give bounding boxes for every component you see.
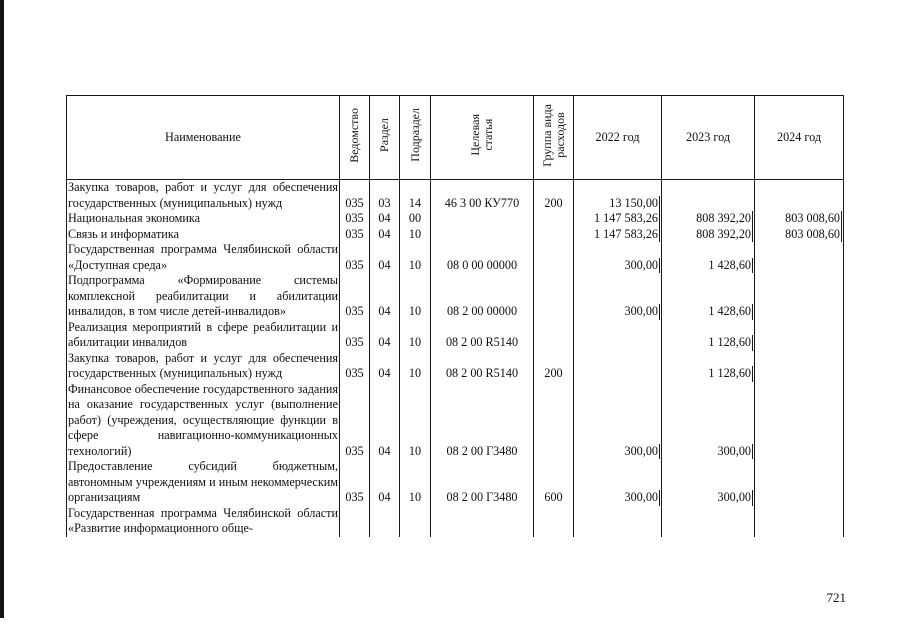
header-2023: 2023 год	[662, 96, 755, 180]
cell-target: 08 2 00 Г3480	[431, 459, 534, 506]
cell-2024	[755, 382, 844, 460]
cell-2022	[574, 459, 662, 506]
cell-dept: 035	[340, 320, 370, 351]
cell-target	[431, 506, 534, 537]
cell-2023	[662, 211, 755, 227]
cell-2023	[662, 506, 755, 537]
cell-subsection: 00	[400, 211, 431, 227]
amount-value: 808 392,20	[696, 226, 751, 241]
cell-2024	[755, 320, 844, 351]
cell-section: 03	[370, 180, 400, 212]
page-number: 721	[826, 590, 846, 605]
table-row	[67, 211, 844, 227]
table-header-row	[67, 96, 844, 180]
cell-name: Государственная программа Челябинской области «Развитие информационного обще-	[68, 505, 338, 535]
table-row	[67, 242, 844, 273]
cell-name: Финансовое обеспечение государственного задания на оказание государственных услуг (выполнение работ) (учреждения, осуществляющие функции в сфере навигационно-коммуникационных технологий)	[68, 381, 338, 458]
header-target: Целевая статья	[431, 96, 534, 180]
cell-subsection: 10	[400, 351, 431, 382]
cell-group	[534, 242, 574, 273]
cell-name: Национальная экономика	[67, 211, 340, 227]
cell-dept: 035	[340, 459, 370, 506]
cell-2022	[574, 382, 662, 460]
amount-value: 13 150,00	[609, 195, 658, 210]
cell-name: Государственная программа Челябинской области «Доступная среда»	[68, 242, 338, 272]
cell-2024	[755, 242, 844, 273]
amount-value: 1 428,60	[708, 257, 751, 272]
cell-group	[534, 320, 574, 351]
cell-2023	[662, 320, 755, 351]
amount-value: 300,00	[624, 443, 658, 458]
cell-name: Подпрограмма «Формирование системы комплексной реабилитации и абилитации инвалидов, в том числе детей-инвалидов»	[68, 273, 338, 318]
table-row	[67, 506, 844, 537]
cell-group	[534, 273, 574, 320]
cell-target: 08 2 00 00000	[431, 273, 534, 320]
cell-2022	[574, 180, 662, 212]
cell-group: 200	[534, 180, 574, 212]
table-row	[67, 382, 844, 460]
cell-section: 04	[370, 211, 400, 227]
cell-2023	[662, 180, 755, 212]
cell-group	[534, 227, 574, 243]
amount-value: 808 392,20	[696, 211, 751, 225]
amount-value: 300,00	[624, 257, 658, 272]
cell-2023	[662, 242, 755, 273]
cell-2023	[662, 351, 755, 382]
amount-value: 1 147 583,26	[594, 226, 658, 241]
cell-group: 600	[534, 459, 574, 506]
cell-name: Предоставление субсидий бюджетным, автономным учреждениям и иным некоммерческим организациям	[68, 459, 338, 504]
amount-value: 1 128,60	[708, 335, 751, 349]
cell-subsection: 14	[400, 180, 431, 212]
cell-target: 08 2 00 R5140	[431, 351, 534, 382]
cell-2022	[574, 211, 662, 227]
cell-dept: 035	[340, 351, 370, 382]
cell-group	[534, 382, 574, 460]
cell-target: 46 3 00 КУ770	[431, 180, 534, 212]
cell-section: 04	[370, 351, 400, 382]
cell-2022	[574, 351, 662, 382]
amount-value: 300,00	[717, 490, 751, 504]
cell-2022	[574, 227, 662, 243]
cell-2024	[755, 506, 844, 537]
cell-2024	[755, 459, 844, 506]
cell-subsection	[400, 506, 431, 537]
cell-subsection: 10	[400, 227, 431, 243]
cell-target: 08 2 00 Г3480	[431, 382, 534, 460]
cell-2023	[662, 273, 755, 320]
cell-2024	[755, 273, 844, 320]
budget-table	[66, 95, 844, 537]
cell-group: 200	[534, 351, 574, 382]
header-dept: Ведомство	[340, 96, 370, 180]
cell-2022	[574, 273, 662, 320]
cell-dept: 035	[340, 382, 370, 460]
cell-2024	[755, 227, 844, 243]
table-row	[67, 459, 844, 506]
header-2024: 2024 год	[755, 96, 844, 180]
cell-2023	[662, 459, 755, 506]
table-row	[67, 227, 844, 243]
cell-subsection: 10	[400, 273, 431, 320]
amount-value: 1 428,60	[708, 304, 751, 318]
cell-dept	[340, 506, 370, 537]
cell-dept: 035	[340, 227, 370, 243]
cell-2022	[574, 506, 662, 537]
header-section: Раздел	[370, 96, 400, 180]
cell-target: 08 2 00 R5140	[431, 320, 534, 351]
cell-target	[431, 211, 534, 227]
cell-section: 04	[370, 320, 400, 351]
cell-section: 04	[370, 382, 400, 460]
table-row	[67, 180, 844, 212]
page-edge-line	[0, 0, 4, 618]
cell-subsection: 10	[400, 459, 431, 506]
header-name: Наименование	[67, 96, 340, 180]
cell-2023	[662, 382, 755, 460]
cell-section: 04	[370, 227, 400, 243]
cell-section: 04	[370, 273, 400, 320]
amount-value: 1 147 583,26	[594, 211, 658, 225]
header-2022: 2022 год	[574, 96, 662, 180]
cell-dept: 035	[340, 211, 370, 227]
cell-subsection: 10	[400, 382, 431, 460]
cell-2024	[755, 351, 844, 382]
cell-group	[534, 211, 574, 227]
table-row	[67, 351, 844, 382]
cell-name: Связь и информатика	[67, 227, 340, 243]
cell-2024	[755, 180, 844, 212]
amount-value: 803 008,60	[785, 226, 840, 241]
amount-value: 300,00	[624, 304, 658, 318]
cell-dept: 035	[340, 180, 370, 212]
cell-section: 04	[370, 459, 400, 506]
header-group: Группа вида расходов	[534, 96, 574, 180]
cell-name: Закупка товаров, работ и услуг для обеспечения государственных (муниципальных) нужд	[68, 350, 338, 380]
cell-2022	[574, 320, 662, 351]
cell-name: Реализация мероприятий в сфере реабилитации и абилитации инвалидов	[68, 319, 338, 349]
cell-subsection: 10	[400, 242, 431, 273]
amount-value: 803 008,60	[785, 211, 840, 225]
cell-dept: 035	[340, 242, 370, 273]
table-row	[67, 320, 844, 351]
cell-subsection: 10	[400, 320, 431, 351]
table-row	[67, 273, 844, 320]
amount-value: 300,00	[717, 443, 751, 458]
cell-name: Закупка товаров, работ и услуг для обеспечения государственных (муниципальных) нужд	[68, 180, 338, 210]
amount-value: 1 128,60	[708, 366, 751, 380]
cell-section: 04	[370, 242, 400, 273]
cell-dept: 035	[340, 273, 370, 320]
cell-target: 08 0 00 00000	[431, 242, 534, 273]
cell-2023	[662, 227, 755, 243]
header-subsection: Подраздел	[400, 96, 431, 180]
cell-section	[370, 506, 400, 537]
amount-value: 300,00	[624, 490, 658, 504]
cell-2022	[574, 242, 662, 273]
cell-group	[534, 506, 574, 537]
cell-2024	[755, 211, 844, 227]
cell-target	[431, 227, 534, 243]
